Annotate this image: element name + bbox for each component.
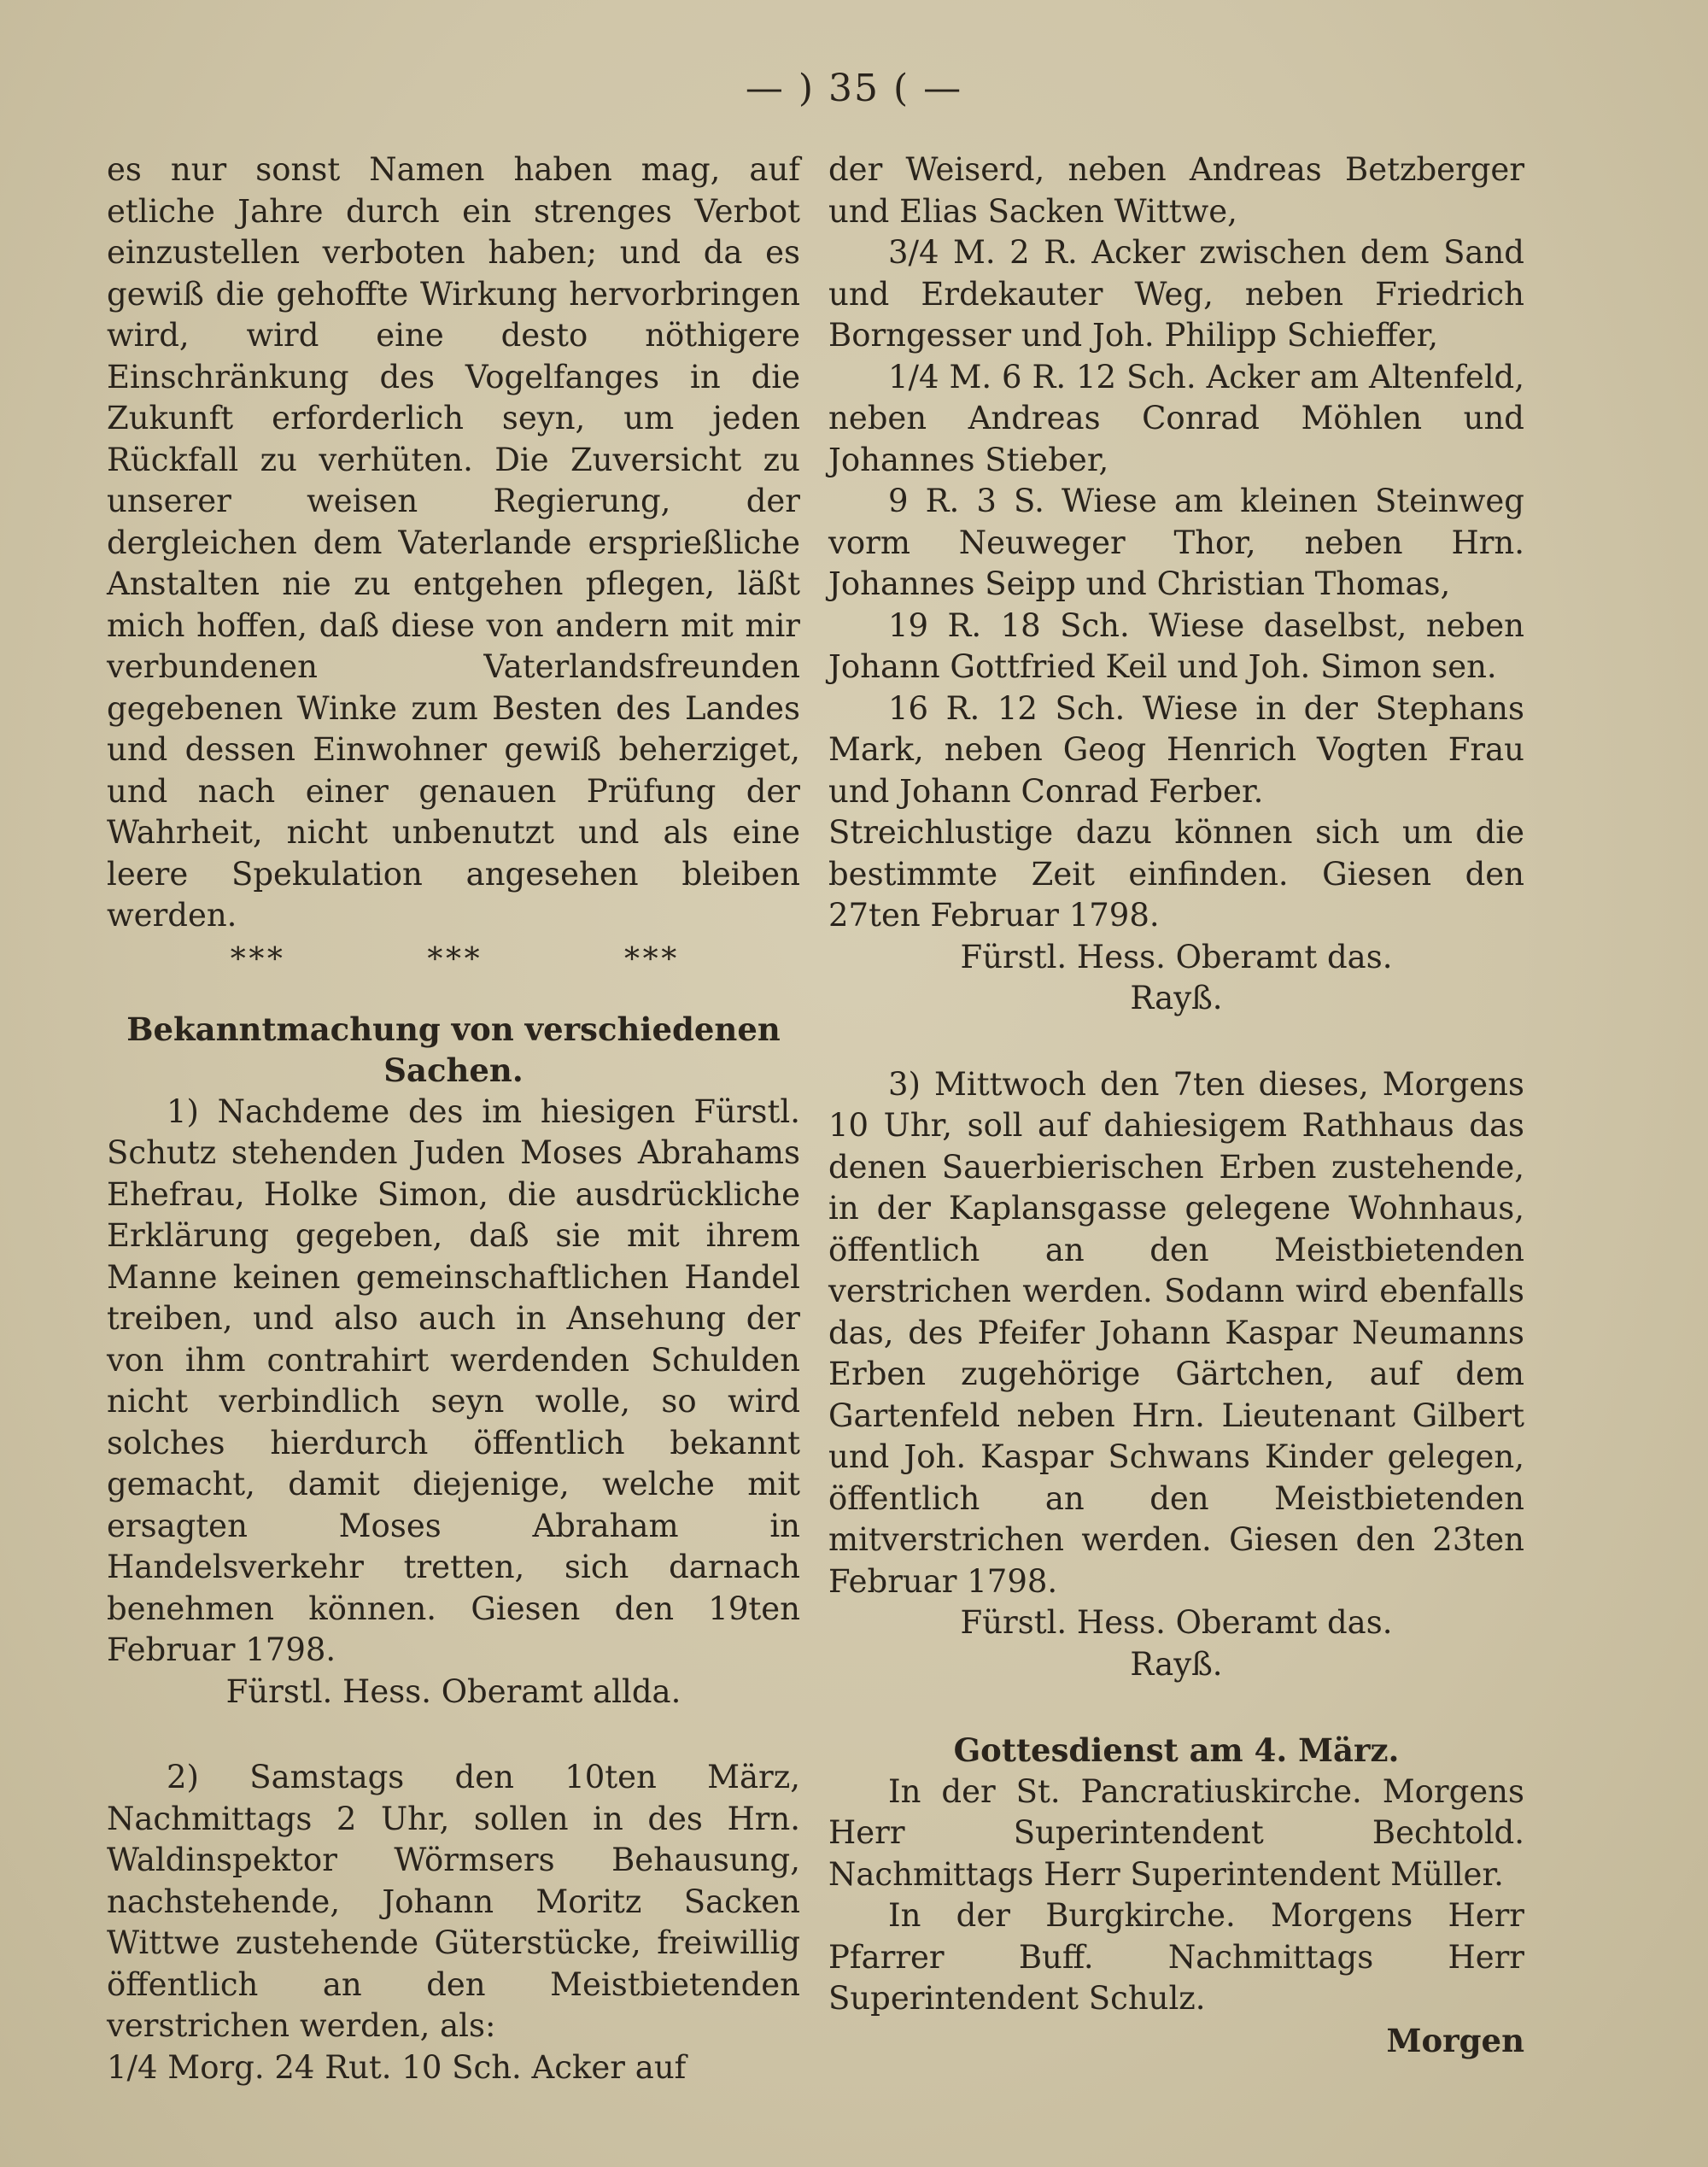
left-column (107, 149, 800, 2088)
announcement-3-signature: Fürstl. Hess. Oberamt das. (960, 1604, 1393, 1641)
right-column (828, 149, 1524, 2061)
service-burgkirche: In der Burgkirche. Morgens Herr Pfarrer Buff. Nachmittags Herr Superintendent Schulz. (828, 1897, 1524, 2017)
property-entry-continued: der Weiserd, neben Andreas Betzberger und Elias Sacken Wittwe, (828, 151, 1524, 230)
announcement-2: 2) Samstags den 10ten März, Nachmittags 2 Uhr, sollen in des Hrn. Waldinspektor Wörmsers Behausung, nachstehende, Johann Moritz Sacken Wittwe zustehende Güterstücke, freiwillig öffentlich an den Meistbietenden verstrichen werden, als: (107, 1759, 800, 2044)
page-number: — ) 35 ( — (745, 67, 963, 110)
catchword: Morgen (1386, 2021, 1524, 2059)
announcement-1-signature: Fürstl. Hess. Oberamt allda. (225, 1672, 681, 1710)
asterism-2: * * * (427, 941, 480, 977)
property-entry: 9 R. 3 S. Wiese am kleinen Steinweg vorm Neuweger Thor, neben Hrn. Johannes Seipp und Christian Thomas, (828, 483, 1524, 602)
property-entry: 1/4 M. 6 R. 12 Sch. Acker am Altenfeld, neben Andreas Conrad Möhlen und Johannes Stieber, (828, 358, 1524, 478)
property-entry: 16 R. 12 Sch. Wiese in der Stephans Mark, neben Geog Henrich Vogten Frau und Johann Conrad Ferber. (828, 689, 1524, 810)
announcement-2-closing: Streichlustige dazu können sich um die bestimmte Zeit einfinden. Giesen den 27ten Februar 1798. (828, 814, 1524, 934)
announcement-2-signature: Fürstl. Hess. Oberamt das. (960, 938, 1393, 975)
announcement-2-signatory: Rayß. (1130, 980, 1223, 1016)
announcement-1: 1) Nachdeme des im hiesigen Fürstl. Schutz stehenden Juden Moses Abrahams Ehefrau, Holke Simon, die ausdrückliche Erklärung gegeben, daß sie mit ihrem Manne keinen gemeinschaftlichen Handel treiben, und also auch in Ansehung der von ihm contrahirt werdenden Schulden nicht verbindlich seyn wolle, so wird solches hierdurch öffentlich bekannt gemacht, damit diejenige, welche mit ersagten Moses Abraham in Handelsverkehr tretten, sich darnach benehmen können. Giesen den 19ten Februar 1798. (107, 1092, 800, 1668)
property-entry: 19 R. 18 Sch. Wiese daselbst, neben Johann Gottfried Keil und Joh. Simon sen. (828, 606, 1524, 685)
intro-paragraph: es nur sonst Namen haben mag, auf etliche Jahre durch ein strenges Verbot einzustellen verboten haben; und da es gewiß die gehoffte Wirkung hervorbringen wird, wird eine desto nöthigere Einschränkung des Vogelfanges in die Zukunft erforderlich seyn, um jeden Rückfall zu verhüten. Die Zuversicht zu unserer weisen Regierung, der dergleichen dem Vaterlande ersprießliche Anstalten nie zu entgehen pflegen, läßt mich hoffen, daß diese von andern mit mir verbundenen Vaterlandsfreunden gegebenen Winke zum Besten des Landes und dessen Einwohner gewiß beherziget, und nach einer genauen Prüfung der Wahrheit, nicht unbenutzt und als eine leere Spekulation angesehen bleiben werden. (107, 151, 800, 934)
announcement-3-signatory: Rayß. (1130, 1645, 1223, 1683)
service-pancratius: In der St. Pancratiuskirche. Morgens Herr Superintendent Bechtold. Nachmittags Herr Superintendent Müller. (828, 1772, 1524, 1893)
asterism-3: * * * (624, 941, 677, 977)
announcement-3: 3) Mittwoch den 7ten dieses, Morgens 10 Uhr, soll auf dahiesigem Rathhaus das denen Sauerbierischen Erben zustehende, in der Kaplansgasse gelegene Wohnhaus, öffentlich an den Meistbietenden verstrichen werden. Sodann wird ebenfalls das, des Pfeifer Johann Kaspar Neumanns Erben zugehörige Gärtchen, auf dem Gartenfeld neben Hrn. Lieutenant Gilbert und Joh. Kaspar Schwans Kinder gelegen, öffentlich an den Meistbietenden mitverstrichen werden. Giesen den 23ten Februar 1798. (828, 1065, 1524, 1600)
service-heading: Gottesdienst am 4. März. (953, 1731, 1400, 1769)
property-entry: 1/4 Morg. 24 Rut. 10 Sch. Acker auf (107, 2048, 687, 2086)
separator-stars (107, 937, 800, 983)
property-entry: 3/4 M. 2 R. Acker zwischen dem Sand und Erdekauter Weg, neben Friedrich Borngesser und Joh. Philipp Schieffer, (828, 234, 1524, 354)
asterism-1: * * * (230, 941, 283, 977)
section-heading: Bekanntmachung von verschiedenen Sachen. (126, 1010, 781, 1089)
